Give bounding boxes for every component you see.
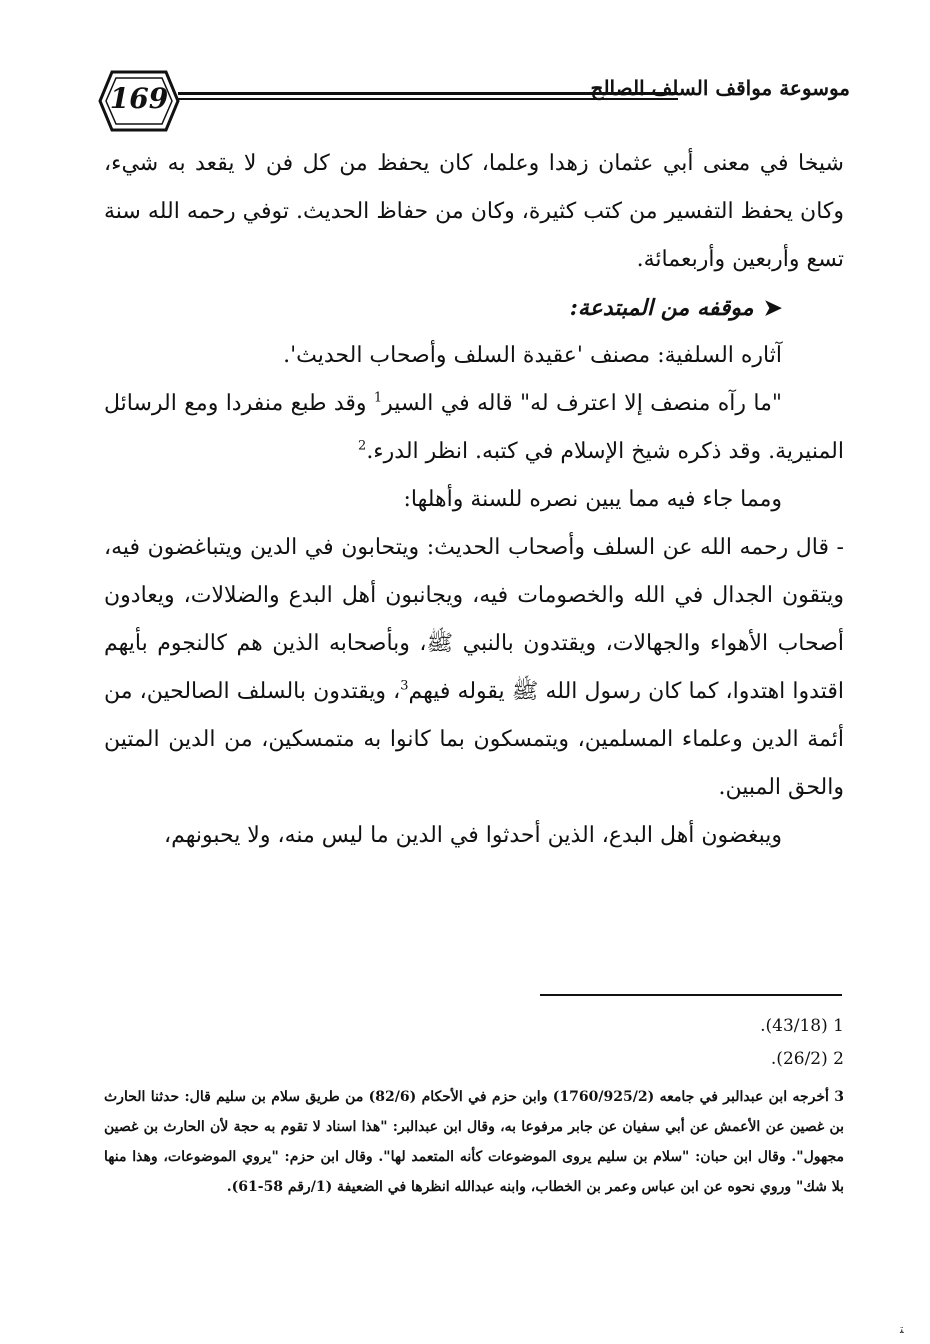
main-text: [104, 140, 844, 860]
footnote-1: 1 (43/18).: [760, 1016, 844, 1036]
page-number: 169: [109, 82, 169, 115]
paragraph-5: - قال رحمه الله عن السلف وأصحاب الحديث: ويتحابون في الدين ويتباغضون فيه، ويتقون الجدال في الله والخصومات فيه، ويجانبون أهل البدع والضلالات، ويعادون أصحاب الأهواء والجهالات، ويقتدون بالنبي ﷺ، وبأصحابه الذين هم كالنجوم بأيهم اقتدوا اهتدوا، كما كان رسول الله ﷺ يقوله فيهم$^3$، ويقتدون بالسلف الصالحين، من أئمة الدين وعلماء المسلمين، ويتمسكون بما كانوا به متمسكين، من الدين المتين والحق المبين.: [104, 535, 844, 800]
paragraph-4: ومما جاء فيه مما يبين نصره للسنة وأهلها:: [403, 487, 782, 512]
corner-mark: ﺘ: [900, 1322, 904, 1336]
paragraph-3: "ما رآه منصف إلا اعترف له" قاله في السير$^1$ وقد طبع منفردا ومع الرسائل المنيرية. وقد ذكره شيخ الإسلام في كتبه. انظر الدرء.$^2$: [104, 390, 844, 464]
footnote-ref-1: 1: [373, 390, 383, 406]
footnote-divider: [540, 994, 842, 996]
page-header: [98, 68, 850, 134]
page-number-badge: [98, 68, 180, 134]
paragraph-1: شيخا في معنى أبي عثمان زهدا وعلما، كان يحفظ من كل فن لا يقعد به شيء، وكان يحفظ التفسير من كتب كثيرة، وكان من حفاظ الحديث. توفي رحمه الله سنة تسع وأربعين وأربعمائة.: [104, 151, 844, 272]
paragraph-2: آثاره السلفية: مصنف 'عقيدة السلف وأصحاب الحديث'.: [283, 343, 782, 368]
footnote-ref-3: 3: [400, 678, 409, 694]
footnote-3: 3 أخرجه ابن عبدالبر في جامعه (1760/925/2) وابن حزم في الأحكام (82/6) من طريق سلام بن سليم قال: حدثنا الحارث بن غصين عن الأعمش عن أبي سفيان عن جابر مرفوعا به، وقال ابن عبدالبر: "هذا اسناد لا تقوم به حجة لأن الحارث بن غصين مجهول". وقال ابن حبان: "سلام بن سليم يروى الموضوعات كأنه المتعمد لها". وقال ابن حزم: "يروي الموضوعات، وهذا منها بلا شك" وروي نحوه عن ابن عباس وعمر بن الخطاب، وابنه عبدالله انظرها في الضعيفة (1/رقم 58-61).: [104, 1089, 844, 1195]
arrow-icon: ➤: [763, 295, 782, 321]
section-heading-text: موقفه من المبتدعة:: [569, 295, 754, 321]
footnote-ref-2: 2: [358, 438, 367, 454]
section-heading: [104, 284, 844, 332]
footnote-2: 2 (26/2).: [770, 1049, 844, 1069]
footnotes: [104, 1010, 844, 1202]
running-title: موسوعة مواقف السلف الصالح: [590, 76, 850, 100]
paragraph-6: ويبغضون أهل البدع، الذين أحدثوا في الدين ما ليس منه، ولا يحبونهم،: [163, 823, 782, 848]
